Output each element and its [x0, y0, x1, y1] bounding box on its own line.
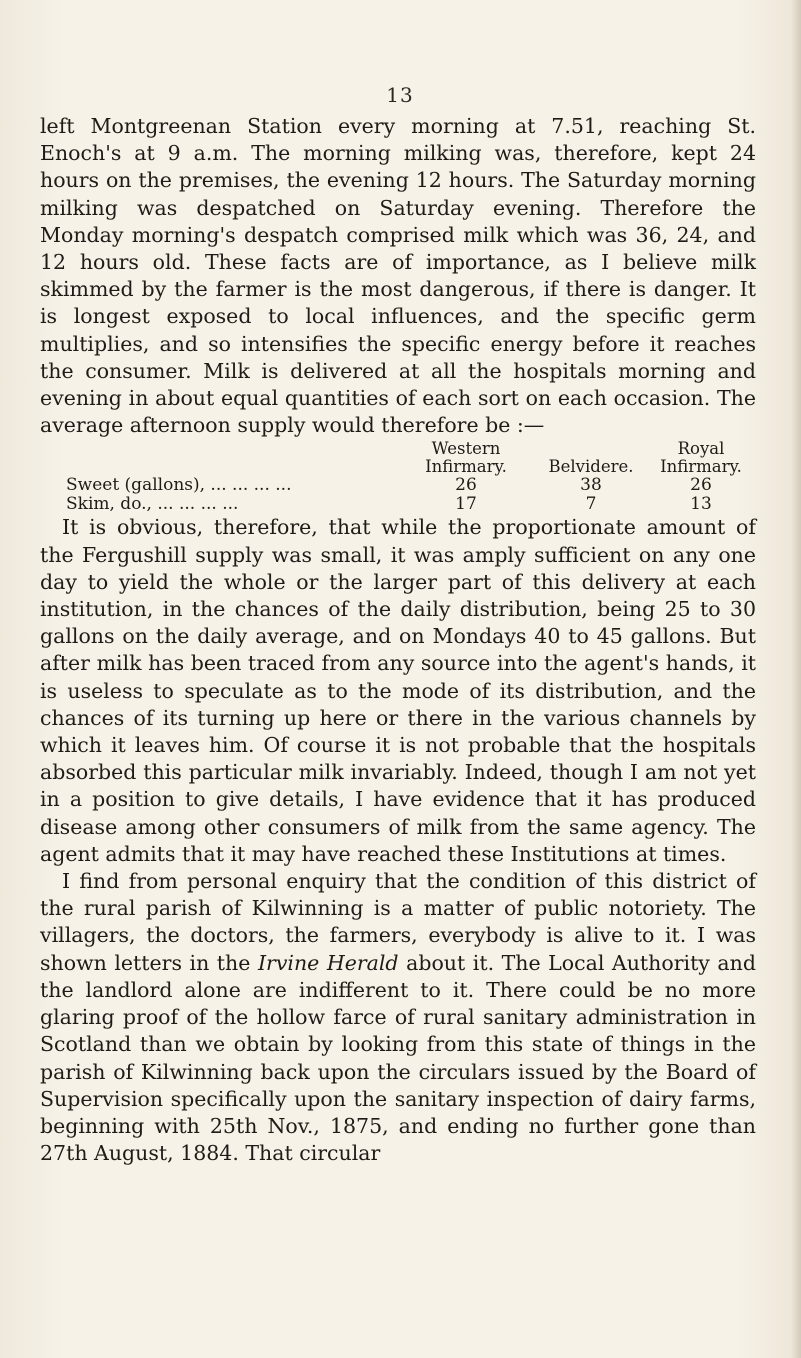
cell-skim-western: 17 [455, 494, 477, 515]
cell-sweet-royal: 26 [690, 475, 712, 496]
cell-skim-royal: 13 [690, 494, 712, 515]
header-belvidere-line2: Belvidere. [548, 457, 634, 477]
body-text [40, 113, 756, 1167]
header-belvidere-line1 [536, 440, 646, 458]
supply-table-wrap [40, 440, 756, 514]
header-western-line2: Infirmary. [425, 457, 507, 477]
supply-table [40, 440, 756, 514]
paragraph-1: left Montgreenan Station every morning at 7.51, reaching St. Enoch's at 9 a.m. The morning milking was, therefore, kept 24 hours on the premises, the evening 12 hours. The Saturday morning milking was despatched on Saturday evening. Therefore the Monday morning's despatch comprised milk which was 36, 24, and 12 hours old. These facts are of importance, as I believe milk skimmed by the farmer is the most dangerous, if there is danger. It is longest exposed to local influences, and the specific germ multiplies, and so intensifies the specific energy before it reaches the consumer. Milk is delivered at all the hospitals morning and evening in about equal quantities of each sort on each occasion. The average afternoon supply would therefore be :— [40, 114, 756, 438]
header-western-line1: Western [431, 439, 501, 459]
table-header-blank [40, 440, 396, 458]
cell-sweet-western: 26 [455, 475, 477, 496]
header-royal-line1: Royal [677, 439, 725, 459]
cell-sweet-belvidere: 38 [580, 475, 602, 496]
table-row [40, 476, 756, 495]
row-label-skim: Skim, do., ... ... ... ... [66, 494, 239, 515]
row-label-sweet: Sweet (gallons), ... ... ... ... [66, 475, 292, 496]
paragraph-3-after: about it. The Local Authority and the landlord alone are indifferent to it. There could be no more glaring proof of the hollow farce of rural sanitary administration in Scotland than we obtain by looking from this state of things in the parish of Kilwinning back upon the circulars issued by the Board of Supervision specifically upon the sanitary inspection of dairy farms, beginning with 25th Nov., 1875, and ending no further gone than 27th August, 1884. That circular [40, 950, 756, 1166]
header-royal-line2: Infirmary. [660, 457, 742, 477]
page-number: 13 [386, 83, 414, 107]
table-header-row-2 [40, 458, 756, 476]
table-header-blank-2 [40, 458, 396, 476]
newspaper-title: Irvine Herald [257, 950, 399, 975]
table-row [40, 495, 756, 514]
paragraph-2: It is obvious, therefore, that while the proportionate amount of the Fergushill supply was small, it was amply sufficient on any one day to yield the whole or the larger part of this delivery at each institution, in the chances of the daily distribution, being 25 to 30 gallons on the daily average, and on Mondays 40 to 45 gallons. But after milk has been traced from any source into the agent's hands, it is useless to speculate as to the mode of its distribution, and the chances of its turning up here or there in the various channels by which it leaves him. Of course it is not probable that the hospitals absorbed this particular milk invariably. Indeed, though I am not yet in a position to give details, I have evidence that it has produced disease among other consumers of milk from the same agency. The agent admits that it may have reached these Institutions at times. [40, 515, 756, 866]
paragraph-3-before: I find from personal enquiry that the condition of this district of the rural parish of Kilwinning is a matter of public notoriety. The villagers, the doctors, the farmers, everybody is alive to it. I was shown letters in the [40, 869, 756, 975]
table-header-row-1 [40, 440, 756, 458]
page-edge-shadow [791, 0, 801, 1358]
cell-skim-belvidere: 7 [585, 494, 597, 515]
paragraph-3 [40, 868, 756, 1167]
